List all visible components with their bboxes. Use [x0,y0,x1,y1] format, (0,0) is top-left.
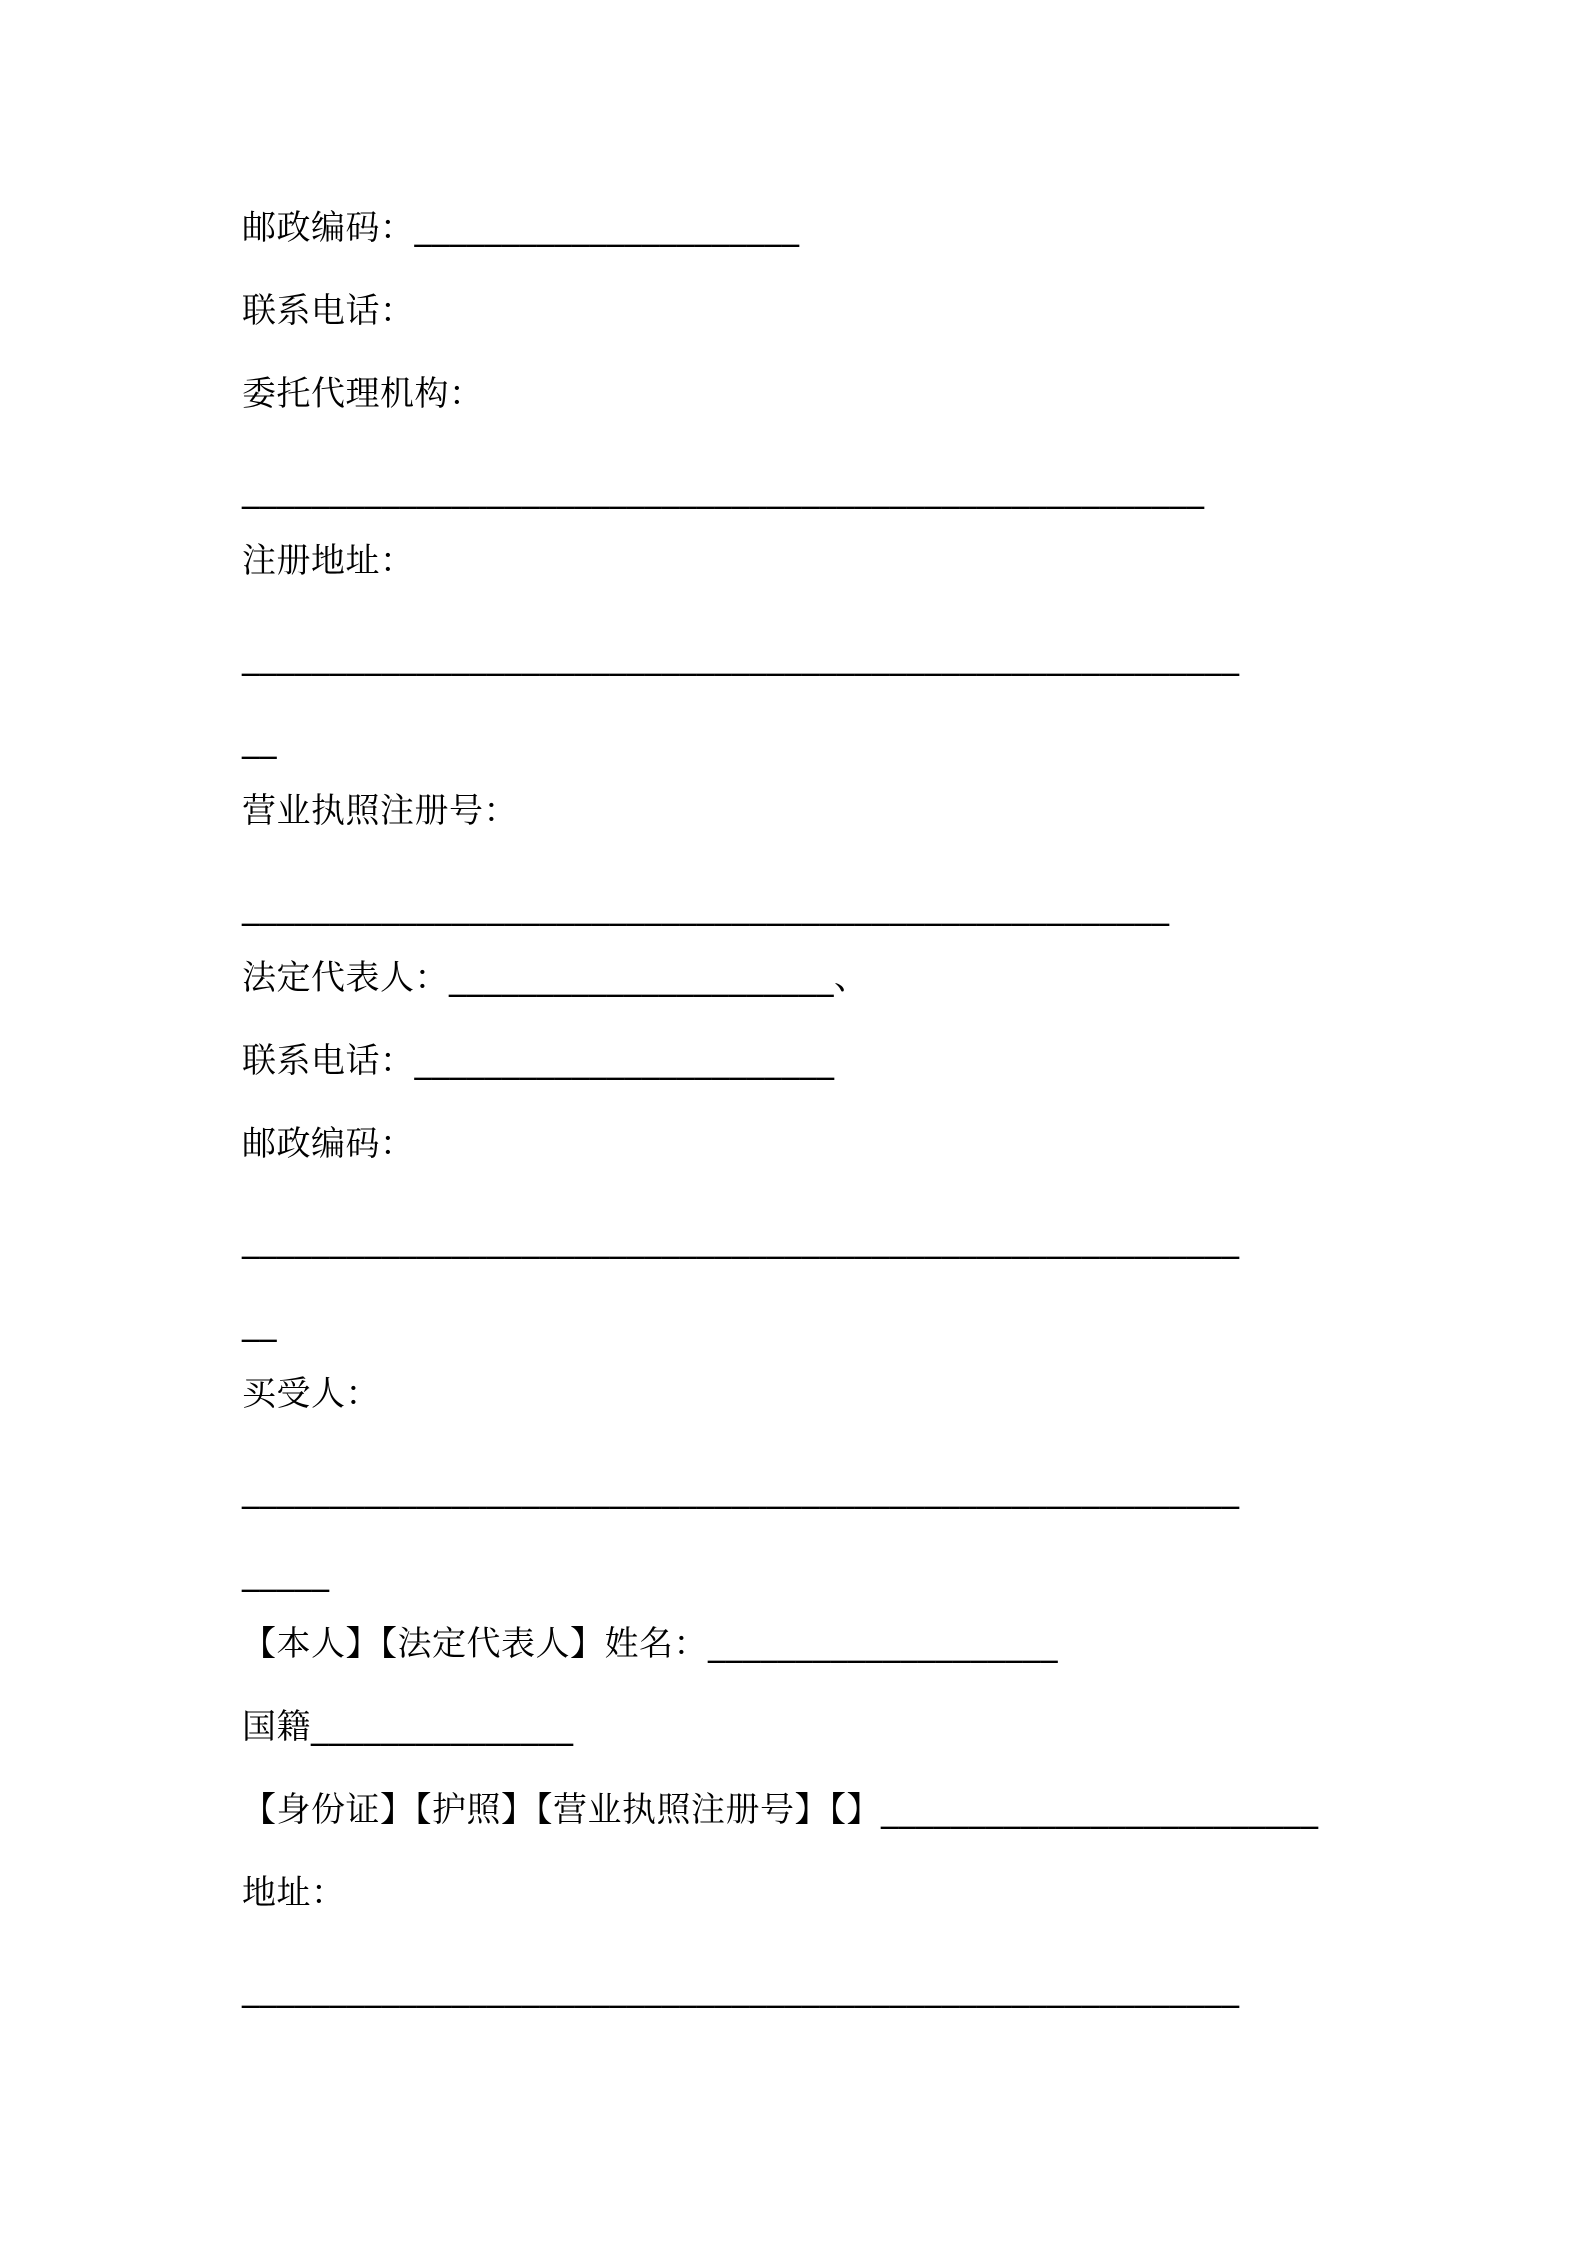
buyer-blank: _________________________________________________________ [242,1470,1240,1510]
address-label: 地址： [242,1873,346,1913]
registered-address-blank-cont: __ [242,720,277,760]
postal-code-label: 邮政编码： [242,1124,415,1164]
buyer-blank-cont: _____ [242,1553,330,1593]
contact-phone-line: 联系电话：________________________ [242,1041,835,1081]
agent-org-blank: _______________________________________________________ [242,470,1205,510]
business-license-label: 营业执照注册号： [242,791,518,831]
postal-code-line: 邮政编码：______________________ [242,208,800,248]
legal-rep-line: 法定代表人：______________________、 [242,958,869,998]
name-line: 【本人】【法定代表人】姓名：____________________ [242,1624,1058,1664]
agent-org-label: 委托代理机构： [242,374,484,414]
registered-address-blank: _________________________________________________________ [242,637,1240,677]
postal-code-blank-cont: __ [242,1303,277,1343]
contact-phone-label: 联系电话： [242,291,415,331]
address-blank: _________________________________________________________ [242,1969,1240,2009]
id-document-line: 【身份证】【护照】【营业执照注册号】【】_________________________ [242,1790,1319,1830]
business-license-blank: _____________________________________________________ [242,887,1170,927]
postal-code-blank: _________________________________________________________ [242,1220,1240,1260]
nationality-line: 国籍_______________ [242,1707,574,1747]
buyer-label: 买受人： [242,1374,380,1414]
registered-address-label: 注册地址： [242,541,415,581]
